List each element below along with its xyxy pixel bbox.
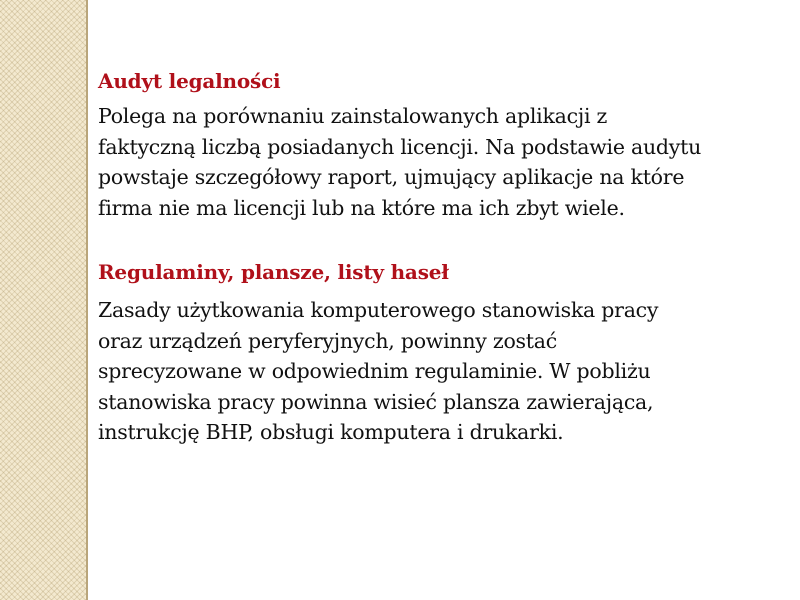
paragraph-line: Zasady użytkowania komputerowego stanowiska pracy: [98, 298, 659, 322]
paragraph-line: sprecyzowane w odpowiednim regulaminie. W pobliżu: [98, 359, 651, 383]
section-heading-regulations: Regulaminy, plansze, listy haseł: [98, 260, 449, 284]
paragraph-line: oraz urządzeń peryferyjnych, powinny zostać: [98, 328, 557, 353]
slide-content: [98, 66, 788, 448]
paragraph-line: stanowiska pracy powinna wisieć plansza zawierająca,: [98, 389, 654, 414]
paragraph-line: firma nie ma licencji lub na które ma ich zbyt wiele.: [98, 195, 625, 220]
paragraph-line: instrukcję BHP, obsługi komputera i drukarki.: [98, 420, 564, 444]
paragraph-line: Polega na porównaniu zainstalowanych aplikacji z: [98, 104, 608, 128]
paragraph-line: powstaje szczegółowy raport, ujmujący aplikacje na które: [98, 165, 685, 189]
section-paragraph-audit: [98, 101, 788, 223]
section-heading-audit: Audyt legalności: [98, 69, 281, 93]
decorative-side-band: [0, 0, 88, 600]
section-paragraph-regulations: [98, 295, 788, 448]
paragraph-line: faktyczną liczbą posiadanych licencji. Na podstawie audytu: [98, 134, 702, 159]
